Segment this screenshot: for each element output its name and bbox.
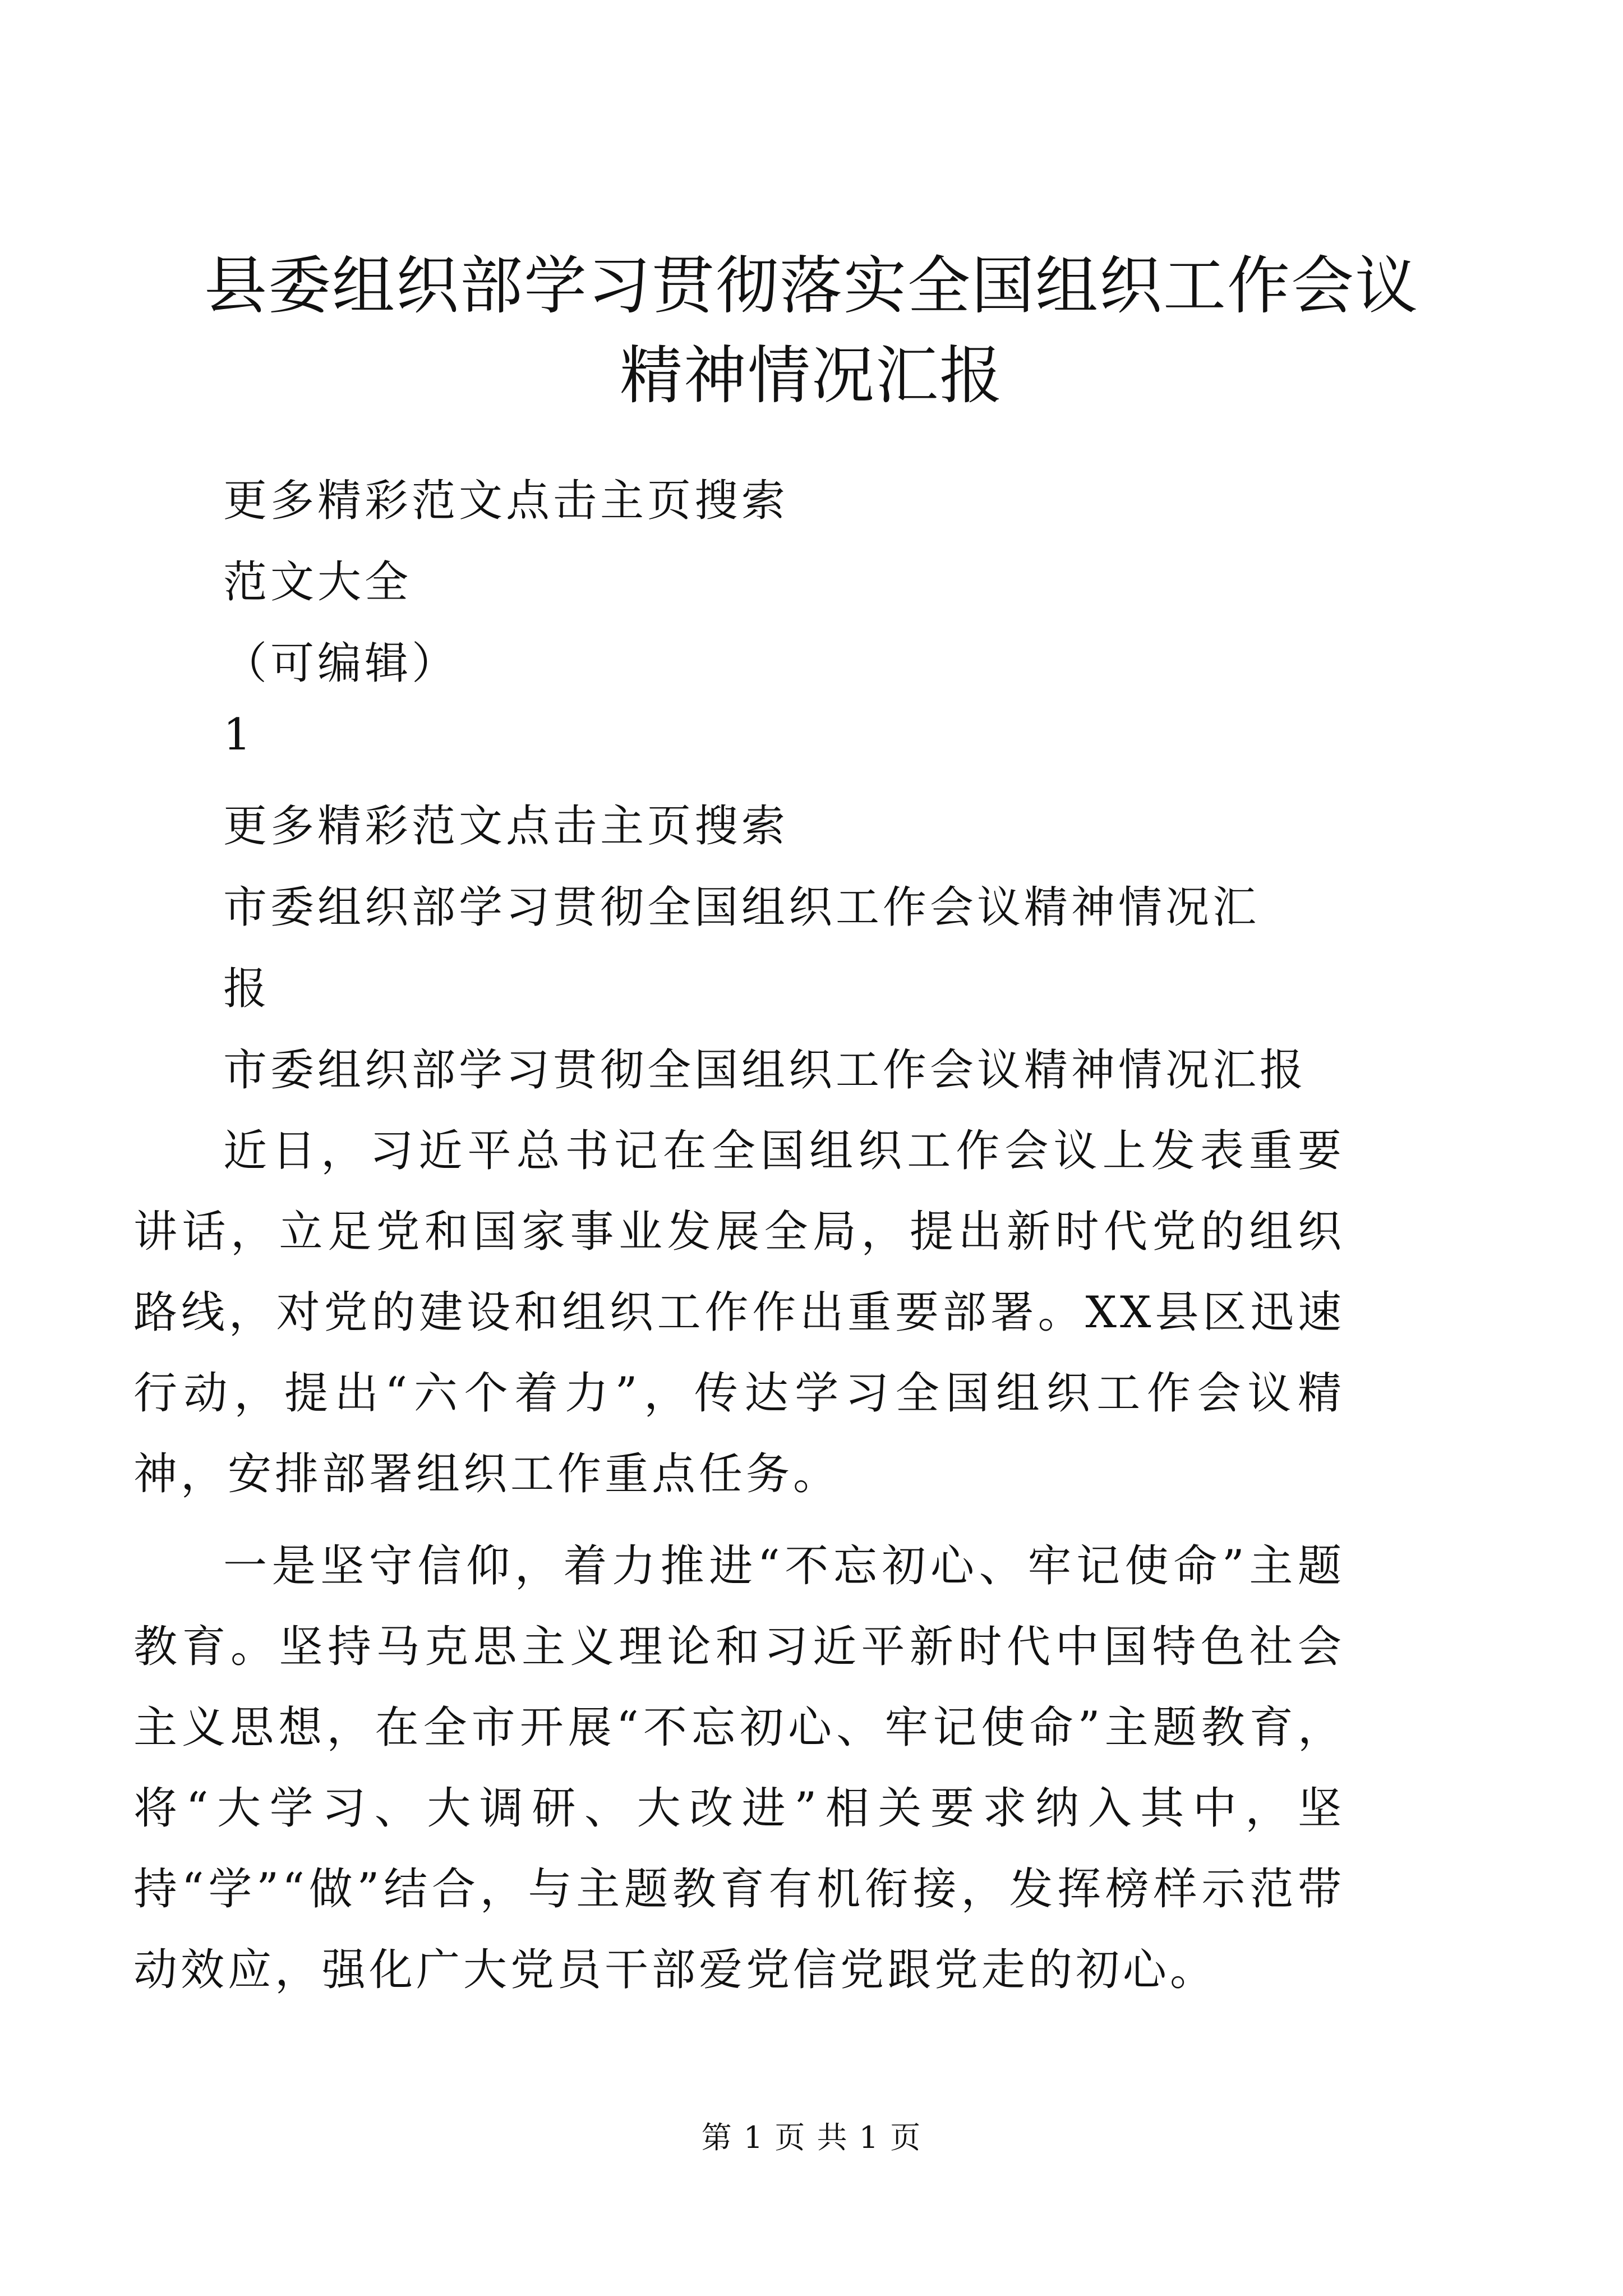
text-line: （可编辑） [223, 638, 459, 689]
text-line: 范文大全 [223, 557, 412, 608]
text-line: 更多精彩范文点击主页搜索 [223, 476, 789, 526]
text-line: 更多精彩范文点击主页搜索 [223, 801, 789, 852]
text-line: 报 [223, 964, 271, 1014]
paragraph: 一是坚守信仰，着力推进“不忘初心、牢记使命”主题教育。坚持马克思主义理论和习近平新时代中国特色社会主义思想，在全市开展“不忘初心、牢记使命”主题教育，将“大学习、大调研、大改进”相关要求纳入其中，坚持“学”“做”结合，与主题教育有机衔接，发挥榜样示范带动效应，强化广大党员干部爱党信党跟党走的初心。 [133, 1541, 1345, 1995]
document-title: 县委组织部学习贯彻落实全国组织工作会议精神情况汇报 [204, 250, 1419, 412]
page-footer: 第 1 页 共 1 页 [701, 2120, 922, 2155]
text-line: 1 [223, 710, 255, 760]
paragraph: 近日，习近平总书记在全国组织工作会议上发表重要讲话，立足党和国家事业发展全局，提出新时代党的组织路线，对党的建设和组织工作作出重要部署。XX县区迅速行动，提出“六个着力”，传达学习全国组织工作会议精神，安排部署组织工作重点任务。 [133, 1126, 1345, 1499]
text-line: 市委组织部学习贯彻全国组织工作会议精神情况汇 [223, 882, 1260, 933]
text-line: 市委组织部学习贯彻全国组织工作会议精神情况汇报 [223, 1045, 1307, 1096]
